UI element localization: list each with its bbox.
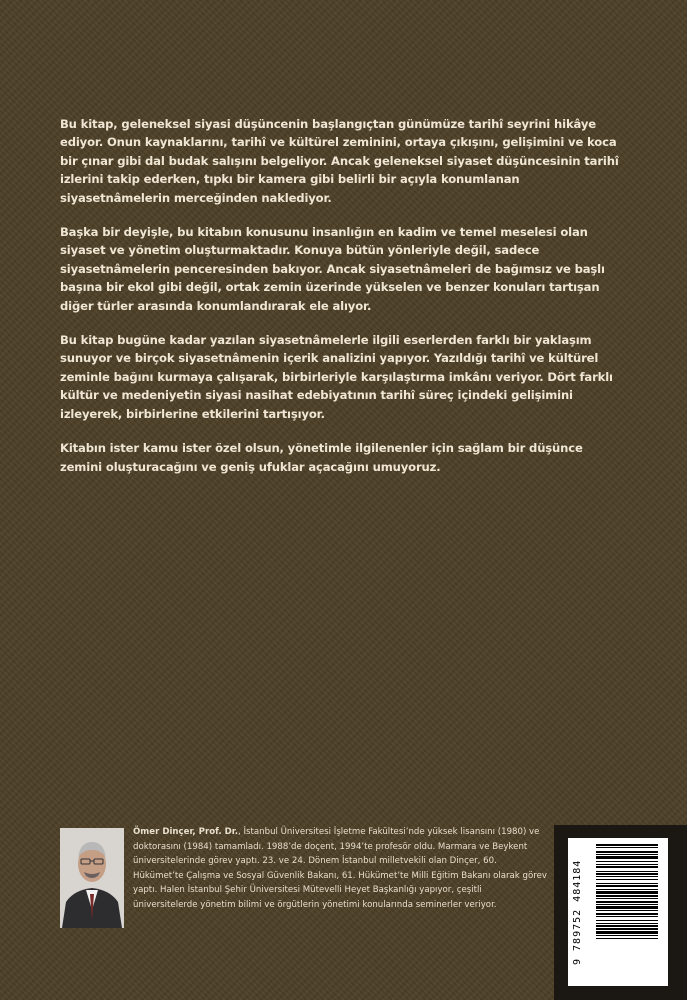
- author-bio-text: İstanbul Üniversitesi İşletme Fakültesi’nde yüksek lisansını (1980) ve doktorasını (1984) tamamladı. 1988’de doçent, 1994’te profesör oldu. Marmara ve Beykent üniversitelerinde görev yaptı. 23. ve 24. Dönem İstanbul milletvekili olan Dinçer, 60. Hükümet’te Çalışma ve Sosyal Güvenlik Bakanı, 61. Hükümet’te Milli Eğitim Bakanı olarak görev yaptı. Halen İstanbul Şehir Üniversitesi Mütevelli Heyet Başkanlığı yapıyor, çeşitli üniversitelerde yönetim bilimi ve örgütlerin yönetimi konularında seminerler veriyor.: [133, 827, 547, 910]
- barcode-bar: [596, 885, 658, 887]
- author-bio: Ömer Dinçer, Prof. Dr., İstanbul Üniversitesi İşletme Fakültesi’nde yüksek lisansını (1980) ve doktorasını (1984) tamamladı. 1988’de doçent, 1994’te profesör oldu. Marmara ve Beykent üniversitelerinde görev yaptı. 23. ve 24. Dönem İstanbul milletvekili olan Dinçer, 60. Hükümet’te Çalışma ve Sosyal Güvenlik Bakanı, 61. Hükümet’te Milli Eğitim Bakanı olarak görev yaptı. Halen İstanbul Şehir Üniversitesi Mütevelli Heyet Başkanlığı yapıyor, çeşitli üniversitelerde yönetim bilimi ve örgütlerin yönetimi konularında seminerler veriyor.: [133, 827, 547, 910]
- blurb-text: [60, 115, 628, 492]
- barcode-bar: [596, 854, 658, 855]
- barcode-bar: [596, 879, 658, 880]
- barcode-bar: [596, 851, 658, 853]
- barcode-bar: [596, 847, 658, 848]
- blurb-paragraph-2: Başka bir deyişle, bu kitabın konusunu insanlığın en kadim ve temel meselesi olan siyaset ve yönetim oluşturmaktadır. Konuya bütün yönleriyle değil, sadece siyasetnâmelerin penceresinden bakıyor. Ancak siyasetnâmeleri de bağımsız ve başlı başına bir ekol gibi değil, ortak zemin üzerinde yükselen ve benzer konuları tartışan diğer türler arasında konumlandırarak ele alıyor.: [60, 225, 605, 313]
- author-name: Ömer Dinçer, Prof. Dr.: [133, 827, 239, 837]
- barcode-bar: [596, 891, 658, 894]
- barcode-bar: [596, 866, 658, 868]
- barcode-bar: [596, 923, 658, 924]
- barcode-bar: [596, 913, 658, 915]
- barcode-bar: [596, 925, 658, 927]
- barcode-bar: [596, 928, 658, 930]
- barcode-bar: [596, 844, 658, 846]
- barcode-bar: [596, 898, 658, 899]
- barcode-bar: [596, 871, 658, 872]
- barcode-bar: [596, 873, 658, 875]
- barcode-bar: [596, 906, 658, 909]
- barcode-bar: [596, 901, 658, 903]
- author-photo: [60, 828, 124, 928]
- barcode-bar: [596, 931, 658, 934]
- barcode-bar: [596, 856, 658, 859]
- author-portrait-icon: [60, 828, 124, 928]
- blurb-paragraph-1: Bu kitap, geleneksel siyasi düşüncenin başlangıçtan günümüze tarihî seyrini hikâye ediyor. Onun kaynaklarını, tarihî ve kültürel zeminini, ortaya çıkışını, gelişimini ve koca bir çınar gibi dal budak salışını belgeliyor. Ancak geleneksel siyaset düşüncesinin tarihî izlerini takip ederken, tıpkı bir kamera gibi belirli bir açıyla konumlanan siyasetnâmelerin merceğinden naklediyor.: [60, 117, 619, 205]
- barcode-bar: [596, 910, 658, 911]
- barcode: [568, 838, 668, 986]
- blurb-paragraph-3: Bu kitap bugüne kadar yazılan siyasetnâmelerle ilgili eserlerden farklı bir yaklaşım sunuyor ve birçok siyasetnâmenin içerik analizini yapıyor. Yazıldığı tarihî ve kültürel zeminle bağını kurmaya çalışarak, birbirleriyle karşılaştırma imkânı veriyor. Dört farklı kültür ve medeniyetin siyasi nasihat edebiyatının tarihî süreç içindeki gelişimini izleyerek, birbirlerine etkilerini tartışıyor.: [60, 333, 613, 421]
- barcode-bar: [596, 876, 658, 877]
- barcode-bar: [596, 861, 658, 862]
- barcode-bar: [596, 938, 658, 939]
- barcode-bar: [596, 889, 658, 890]
- barcode-bar: [596, 895, 658, 897]
- isbn-number: 9 789752 484184: [572, 859, 583, 965]
- barcode-bar: [596, 904, 658, 905]
- barcode-bar: [596, 920, 658, 921]
- barcode-bars: [596, 844, 658, 980]
- barcode-bar: [596, 864, 658, 865]
- barcode-bar: [596, 883, 658, 884]
- barcode-bar: [596, 935, 658, 936]
- barcode-bar: [596, 916, 658, 917]
- blurb-paragraph-4: Kitabın ister kamu ister özel olsun, yönetimle ilgilenenler için sağlam bir düşünce zemini oluşturacağını ve geniş ufuklar açacağını umuyoruz.: [60, 441, 583, 474]
